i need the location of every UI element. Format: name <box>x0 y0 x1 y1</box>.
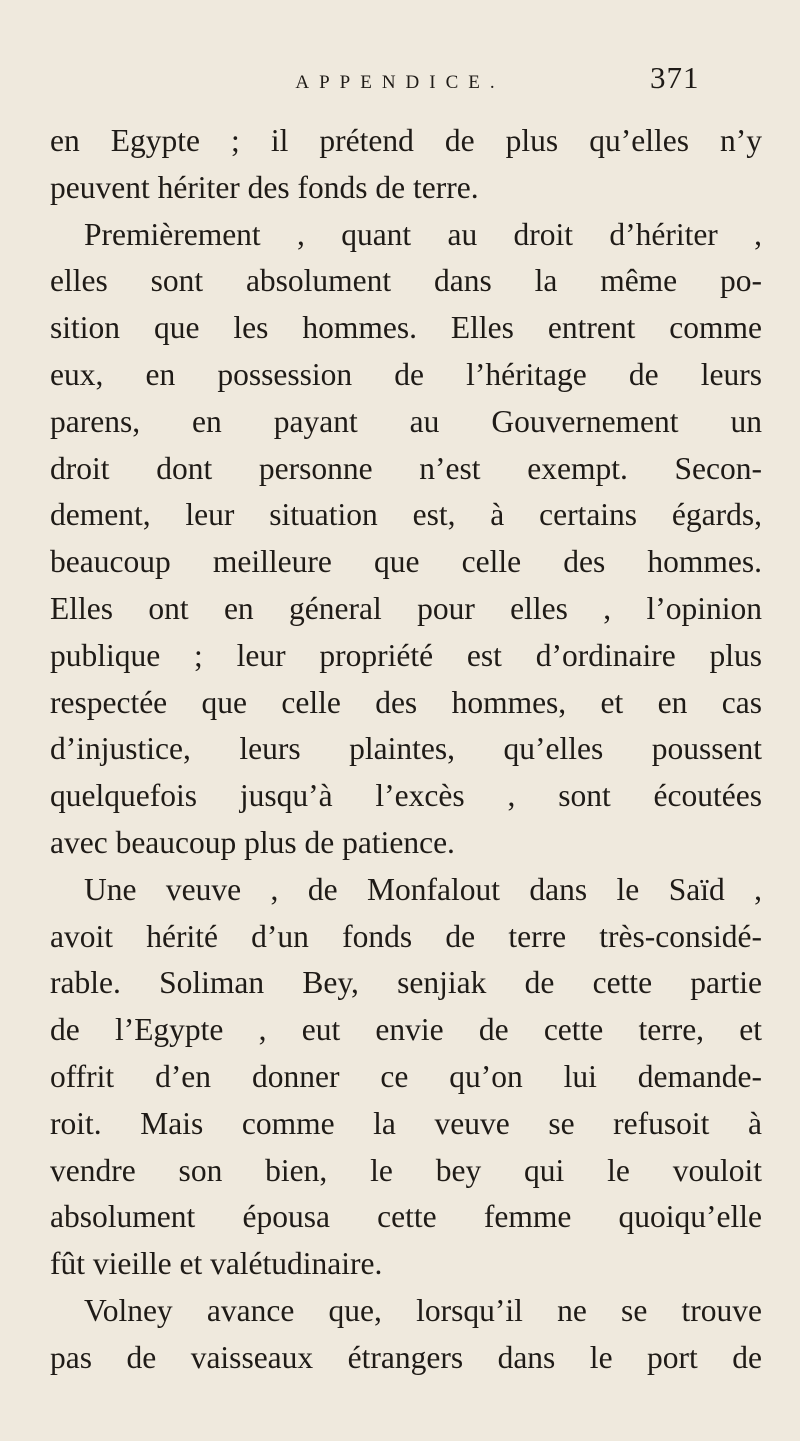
text-line: peuvent hériter des fonds de terre. <box>50 169 479 205</box>
text-line: Elles ont en géneral pour elles , l’opinion <box>50 590 762 626</box>
text-line: vendre son bien, le bey qui le vouloit <box>50 1152 762 1188</box>
text-line: rable. Soliman Bey, senjiak de cette partie <box>50 965 762 1001</box>
text-line: Volney avance que, lorsqu’il ne se trouve <box>84 1292 762 1328</box>
text-line: Premièrement , quant au droit d’hériter , <box>84 216 762 252</box>
text-line: d’injustice, leurs plaintes, qu’elles poussent <box>50 731 762 767</box>
text-line: roit. Mais comme la veuve se refusoit à <box>50 1105 762 1141</box>
text-line: avoit hérité d’un fonds de terre très-considé- <box>50 918 762 954</box>
text-line: droit dont personne n’est exempt. Secon- <box>50 450 762 486</box>
text-line: respectée que celle des hommes, et en cas <box>50 684 762 720</box>
text-line: sition que les hommes. Elles entrent comme <box>50 310 762 346</box>
text-line: dement, leur situation est, à certains égards, <box>50 497 762 533</box>
text-line: publique ; leur propriété est d’ordinaire plus <box>50 637 762 673</box>
text-line: avec beaucoup plus de patience. <box>50 824 455 860</box>
text-line: fût vieille et valétudinaire. <box>50 1246 383 1282</box>
text-line: parens, en payant au Gouvernement un <box>50 403 762 439</box>
text-line: absolument épousa cette femme quoiqu’elle <box>50 1199 762 1235</box>
text-line: offrit d’en donner ce qu’on lui demande- <box>50 1058 762 1094</box>
page-number: 371 <box>650 60 700 95</box>
text-line: quelquefois jusqu’à l’excès , sont écoutées <box>50 778 762 814</box>
text-line: Une veuve , de Monfalout dans le Saïd , <box>84 871 762 907</box>
text-line: de l’Egypte , eut envie de cette terre, et <box>50 1012 762 1048</box>
running-head: APPENDICE. <box>295 72 505 93</box>
text-line: beaucoup meilleure que celle des hommes. <box>50 544 762 580</box>
body-text <box>50 118 762 1382</box>
text-line: elles sont absolument dans la même po- <box>50 263 762 299</box>
text-line: pas de vaisseaux étrangers dans le port de <box>50 1339 762 1375</box>
text-line: en Egypte ; il prétend de plus qu’elles n’y <box>50 123 762 158</box>
text-line: eux, en possession de l’héritage de leurs <box>50 356 762 392</box>
